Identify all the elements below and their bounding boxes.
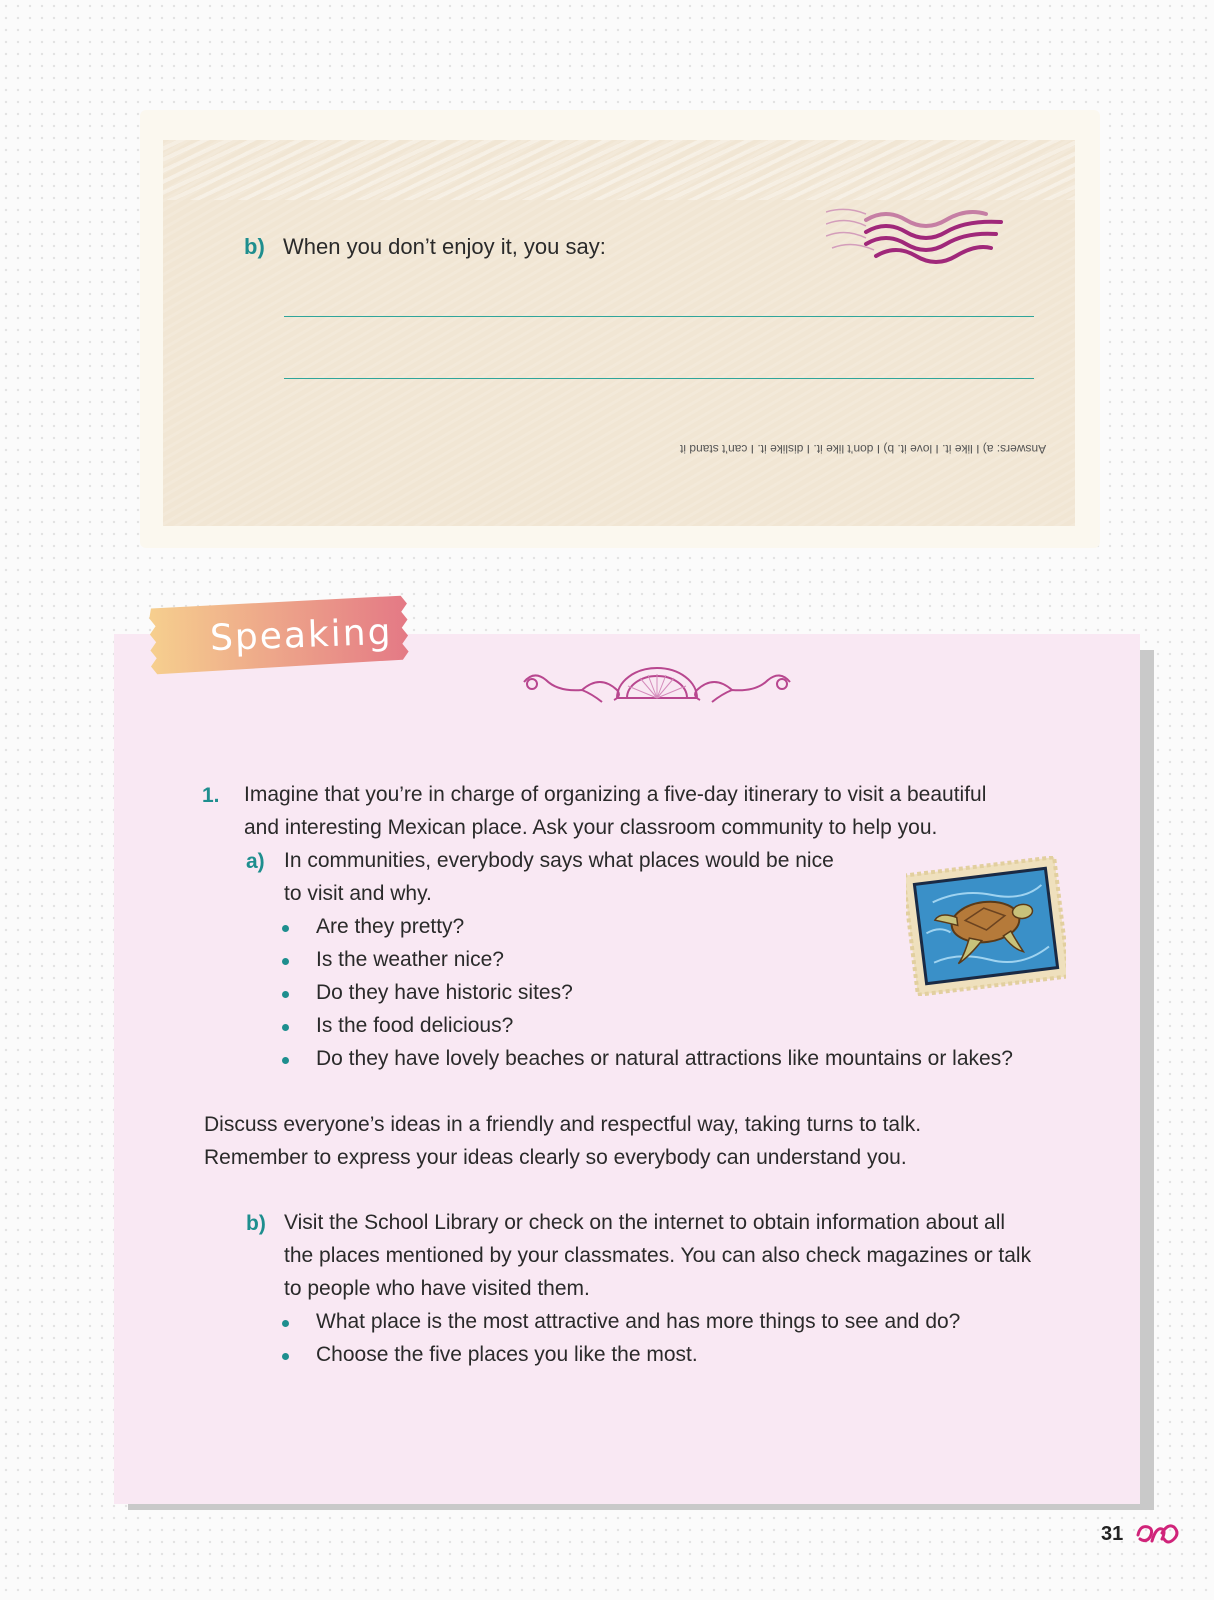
question-1-line-1: Imagine that you’re in charge of organizing a five-day itinerary to visit a beautiful	[244, 783, 987, 806]
bullet-marker	[282, 1320, 289, 1327]
part-b-letter: b)	[246, 1212, 266, 1235]
bullet-marker	[282, 991, 289, 998]
bullet-marker	[282, 1057, 289, 1064]
part-b-line-1: Visit the School Library or check on the internet to obtain information about all	[284, 1211, 1006, 1234]
part-b-line-3: to people who have visited them.	[284, 1277, 590, 1300]
answers-key-upside-down: Answers: a) I like it. I love it. b) I don’t like it. I dislike it. I can’t stand it	[680, 442, 1047, 456]
answer-line-1[interactable]	[284, 316, 1034, 317]
part-a-bullet-4: Is the food delicious?	[316, 1014, 514, 1037]
part-a-bullet-5: Do they have lovely beaches or natural attractions like mountains or lakes?	[316, 1047, 1013, 1070]
question-1-line-2: and interesting Mexican place. Ask your classroom community to help you.	[244, 816, 938, 839]
postmark-wave-icon	[826, 204, 1016, 268]
page-number: 31	[1101, 1523, 1124, 1545]
answer-line-2[interactable]	[284, 378, 1034, 379]
discussion-line-1: Discuss everyone’s ideas in a friendly and respectful way, taking turns to talk.	[204, 1113, 922, 1136]
bullet-marker	[282, 958, 289, 965]
question-1-number: 1.	[202, 784, 220, 807]
sea-turtle-stamp	[906, 856, 1066, 996]
speaking-heading: Speaking	[209, 611, 394, 660]
part-b-line-2: the places mentioned by your classmates. You can also check magazines or talk	[284, 1244, 1032, 1267]
item-b-prompt: When you don’t enjoy it, you say:	[283, 234, 606, 259]
part-b-bullet-1: What place is the most attractive and has more things to see and do?	[316, 1310, 961, 1333]
part-b-bullet-2: Choose the five places you like the most.	[316, 1343, 698, 1366]
part-a-bullet-1: Are they pretty?	[316, 915, 465, 938]
part-a-line-2: to visit and why.	[284, 882, 432, 905]
bullet-marker	[282, 925, 289, 932]
part-a-line-1: In communities, everybody says what places would be nice	[284, 849, 834, 872]
item-b-letter: b)	[244, 234, 265, 259]
bullet-marker	[282, 1024, 289, 1031]
exercise-card	[163, 140, 1075, 526]
part-a-letter: a)	[246, 850, 265, 873]
card-texture-stripe	[163, 140, 1075, 200]
discussion-line-2: Remember to express your ideas clearly so everybody can understand you.	[204, 1146, 907, 1169]
part-a-bullet-2: Is the weather nice?	[316, 948, 504, 971]
decorative-ornament	[522, 660, 792, 710]
bullet-marker	[282, 1353, 289, 1360]
part-a-bullet-3: Do they have historic sites?	[316, 981, 573, 1004]
publisher-logo	[1134, 1519, 1182, 1549]
